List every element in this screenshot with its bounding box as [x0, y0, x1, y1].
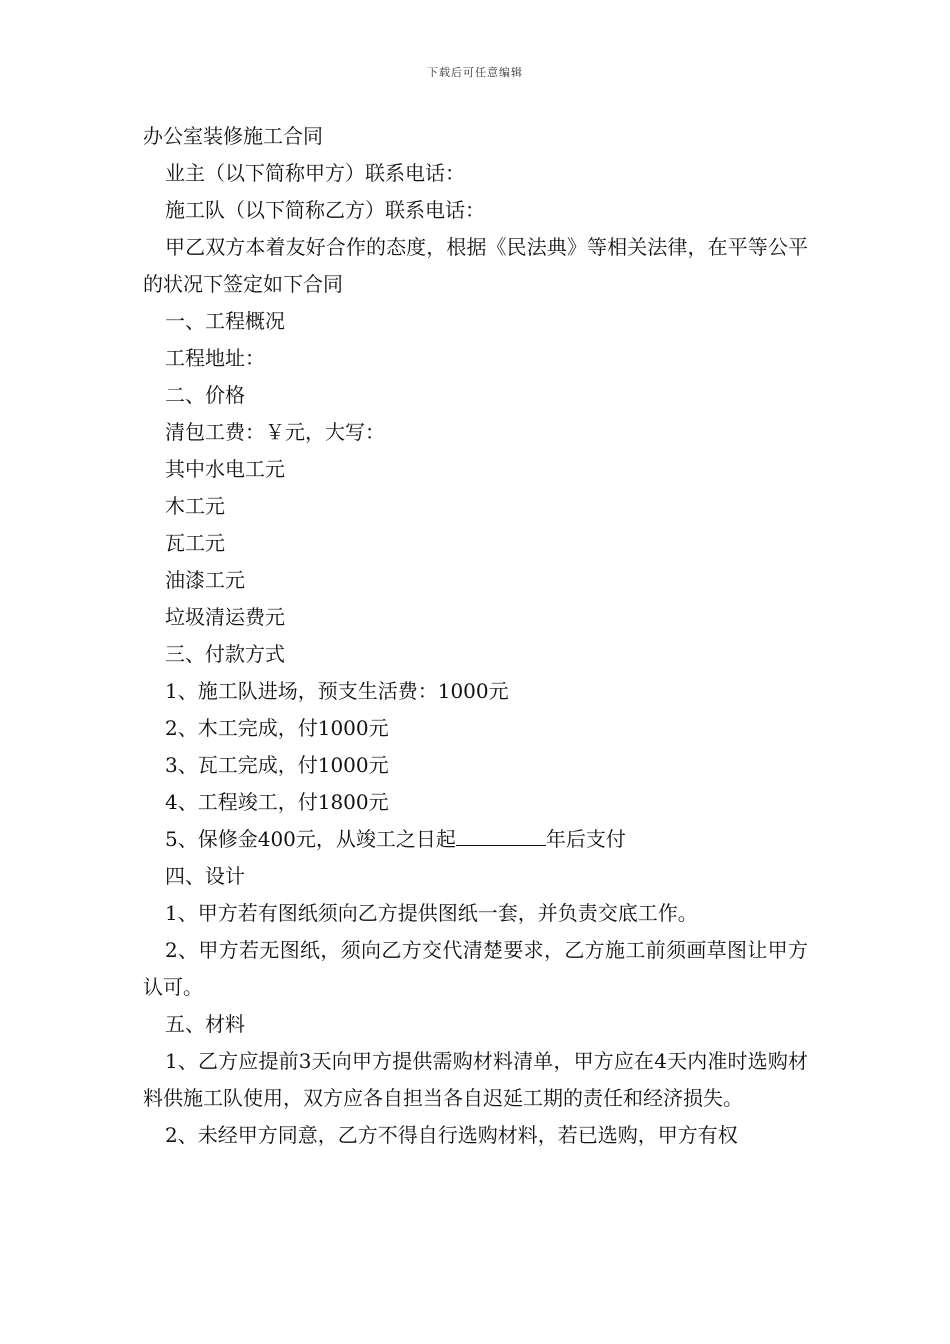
painting-fee-line: 油漆工元 — [165, 568, 245, 592]
section-heading-design: 四、设计 — [165, 864, 245, 888]
plumbing-fee-line: 其中水电工元 — [165, 457, 285, 481]
owner-contact-line: 业主（以下简称甲方）联系电话： — [165, 161, 465, 185]
payment-item-4: 4、工程竣工，付1800元 — [165, 790, 389, 814]
section-heading-price: 二、价格 — [165, 383, 245, 407]
design-item-1: 1、甲方若有图纸须向乙方提供图纸一套，并负责交底工作。 — [165, 901, 698, 925]
payment-item-3: 3、瓦工完成，付1000元 — [165, 753, 389, 777]
project-address-line: 工程地址： — [165, 346, 265, 370]
page-header: 下载后可任意编辑 — [427, 66, 523, 79]
contract-title: 办公室装修施工合同 — [143, 124, 323, 148]
section-heading-payment: 三、付款方式 — [165, 642, 285, 666]
section-heading-overview: 一、工程概况 — [165, 309, 285, 333]
materials-item-1: 1、乙方应提前3天向甲方提供需购材料清单，甲方应在4天内准时选购材料供施工队使用，双方应各自担当各自迟延工期的责任和经济损失。 — [143, 1049, 808, 1110]
intro-paragraph: 甲乙双方本着友好合作的态度，根据《民法典》等相关法律，在平等公平的状况下签定如下合同 — [143, 235, 808, 296]
design-item-2: 2、甲方若无图纸，须向乙方交代清楚要求，乙方施工前须画草图让甲方认可。 — [143, 938, 808, 999]
materials-item-2: 2、未经甲方同意，乙方不得自行选购材料，若已选购，甲方有权 — [165, 1123, 738, 1147]
blank-fill-line — [456, 825, 546, 846]
waste-removal-fee-line: 垃圾清运费元 — [165, 605, 285, 629]
team-contact-line: 施工队（以下简称乙方）联系电话： — [165, 198, 485, 222]
labor-fee-line: 清包工费：￥元，大写： — [165, 420, 385, 444]
carpentry-fee-line: 木工元 — [165, 494, 225, 518]
payment-item-5-after: 年后支付 — [545, 827, 626, 851]
tiling-fee-line: 瓦工元 — [165, 531, 225, 555]
payment-item-1: 1、施工队进场，预支生活费：1000元 — [165, 679, 509, 703]
section-heading-materials: 五、材料 — [165, 1012, 245, 1036]
document-body — [143, 118, 808, 1154]
payment-item-5 — [143, 821, 808, 858]
payment-item-2: 2、木工完成，付1000元 — [165, 716, 389, 740]
payment-item-5-before: 5、保修金400元，从竣工之日起 — [165, 827, 456, 851]
